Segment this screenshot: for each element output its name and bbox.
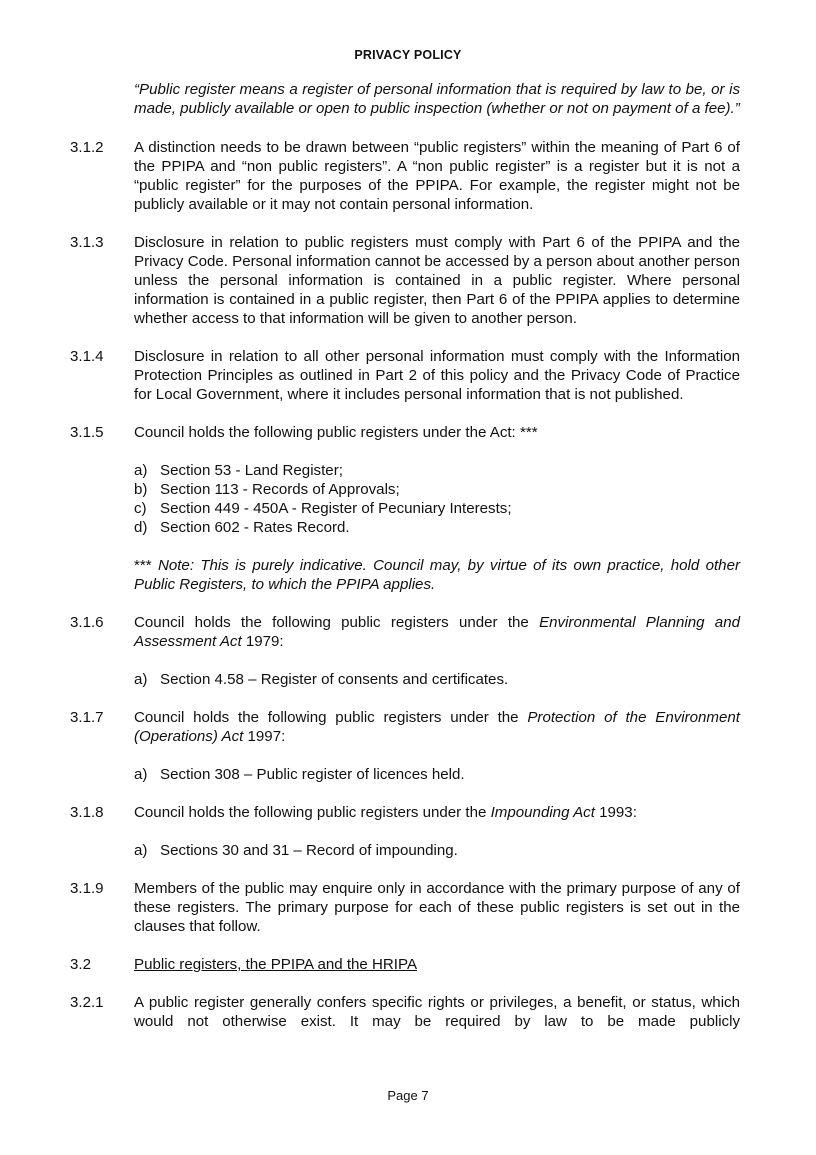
document-body: [70, 80, 740, 1031]
clause-text: A public register generally confers specific rights or privileges, a benefit, or status, which would not otherwise exist. It may be required by law to be made publicly: [134, 994, 740, 1030]
clause-3-1-5: [70, 423, 740, 442]
clause-number: 3.1.4: [70, 348, 104, 365]
section-heading: Public registers, the PPIPA and the HRIPA: [134, 956, 418, 973]
clause-text: Disclosure in relation to public registers must comply with Part 6 of the PPIPA and the Privacy Code. Personal information cannot be accessed by a person about another person unless the personal information is contained in a public register. Where personal information is contained in a public register, then Part 6 of the PPIPA applies to determine whether access to that information will be given to another person.: [134, 234, 740, 327]
clause-number: 3.2.1: [70, 994, 104, 1011]
public-registers-list: [134, 461, 740, 537]
note-asterisks: ***: [134, 557, 158, 574]
clause-text-lead: Council holds the following public registers under the: [134, 804, 491, 821]
act-name: Protection of the Environment (Operations) Act: [134, 709, 740, 745]
clause-3-1-7: [70, 708, 740, 746]
list-item: [134, 518, 740, 537]
clause-3-1-3: [70, 233, 740, 328]
clause-3-1-2: [70, 138, 740, 214]
section-number: 3.2: [70, 956, 91, 973]
clause-3-1-8: [70, 803, 740, 822]
clause-number: 3.1.5: [70, 424, 104, 441]
clause-text: Disclosure in relation to all other personal information must comply with the Information Protection Principles as outlined in Part 2 of this policy and the Privacy Code of Practice for Local Government, where it includes personal information that is not published.: [134, 348, 740, 403]
list-item: [134, 461, 740, 480]
clause-number: 3.1.7: [70, 709, 104, 726]
act-name: Impounding Act: [490, 804, 595, 821]
act-year: 1993:: [594, 804, 637, 821]
clause-text-lead: Council holds the following public registers under the: [134, 709, 528, 726]
clause-number: 3.1.9: [70, 880, 104, 897]
definition-quote: “Public register means a register of personal information that is required by law to be, or is made, publicly available or open to public inspection (whether or not on payment of a fee).”: [134, 81, 740, 117]
clause-3-1-6: [70, 613, 740, 651]
clause-3-1-9: [70, 879, 740, 936]
list-item: [134, 480, 740, 499]
clause-3-1-4: [70, 347, 740, 404]
list-letter: a): [134, 766, 148, 783]
list-item-text: Section 113 - Records of Approvals;: [160, 481, 400, 498]
list-item-text: Section 602 - Rates Record.: [160, 519, 350, 536]
clause-text-lead: Council holds the following public registers under the: [134, 614, 540, 631]
clause-text: A distinction needs to be drawn between “public registers” within the meaning of Part 6 of the PPIPA and “non public registers”. A “non public register” is a register but it is not a “public register” for the purposes of the PPIPA. For example, the register might not be publicly available or it may not contain personal information.: [134, 139, 740, 213]
list-item: [134, 765, 740, 784]
list-letter: c): [134, 500, 147, 517]
list-letter: a): [134, 842, 148, 859]
page-number: Page 7: [387, 1088, 429, 1103]
list-item: [134, 670, 740, 689]
clause-3-2-1: [70, 993, 740, 1031]
act-year: 1979:: [241, 633, 284, 650]
clause-number: 3.1.2: [70, 139, 104, 156]
act-year: 1997:: [243, 728, 286, 745]
clause-text: Members of the public may enquire only in accordance with the primary purpose of any of these registers. The primary purpose for each of these public registers is set out in the clauses that follow.: [134, 880, 740, 935]
list-item-text: Section 53 - Land Register;: [160, 462, 343, 479]
act-name: Environmental Planning and Assessment Act: [134, 614, 740, 650]
list-letter: b): [134, 481, 148, 498]
list-letter: a): [134, 671, 148, 688]
clause-text: Council holds the following public registers under the Act: ***: [134, 424, 538, 441]
list-item-text: Section 4.58 – Register of consents and certificates.: [160, 671, 509, 688]
clause-text: [134, 708, 740, 746]
list-letter: a): [134, 462, 148, 479]
list-item-text: Sections 30 and 31 – Record of impounding.: [160, 842, 458, 859]
list-item-text: Section 308 – Public register of licences held.: [160, 766, 465, 783]
list-item-text: Section 449 - 450A - Register of Pecuniary Interests;: [160, 500, 512, 517]
clause-text: [134, 613, 740, 651]
clause-number: 3.1.8: [70, 804, 104, 821]
note-text: Note: This is purely indicative. Council may, by virtue of its own practice, hold other Public Registers, to which the PPIPA applies.: [134, 557, 740, 593]
list-item: [134, 499, 740, 518]
clause-text: [134, 803, 740, 822]
clause-number: 3.1.6: [70, 614, 104, 631]
section-3-2: [70, 955, 740, 974]
page-header-title: PRIVACY POLICY: [354, 48, 462, 62]
clause-number: 3.1.3: [70, 234, 104, 251]
indicative-note: [134, 556, 740, 594]
list-letter: d): [134, 519, 148, 536]
list-item: [134, 841, 740, 860]
